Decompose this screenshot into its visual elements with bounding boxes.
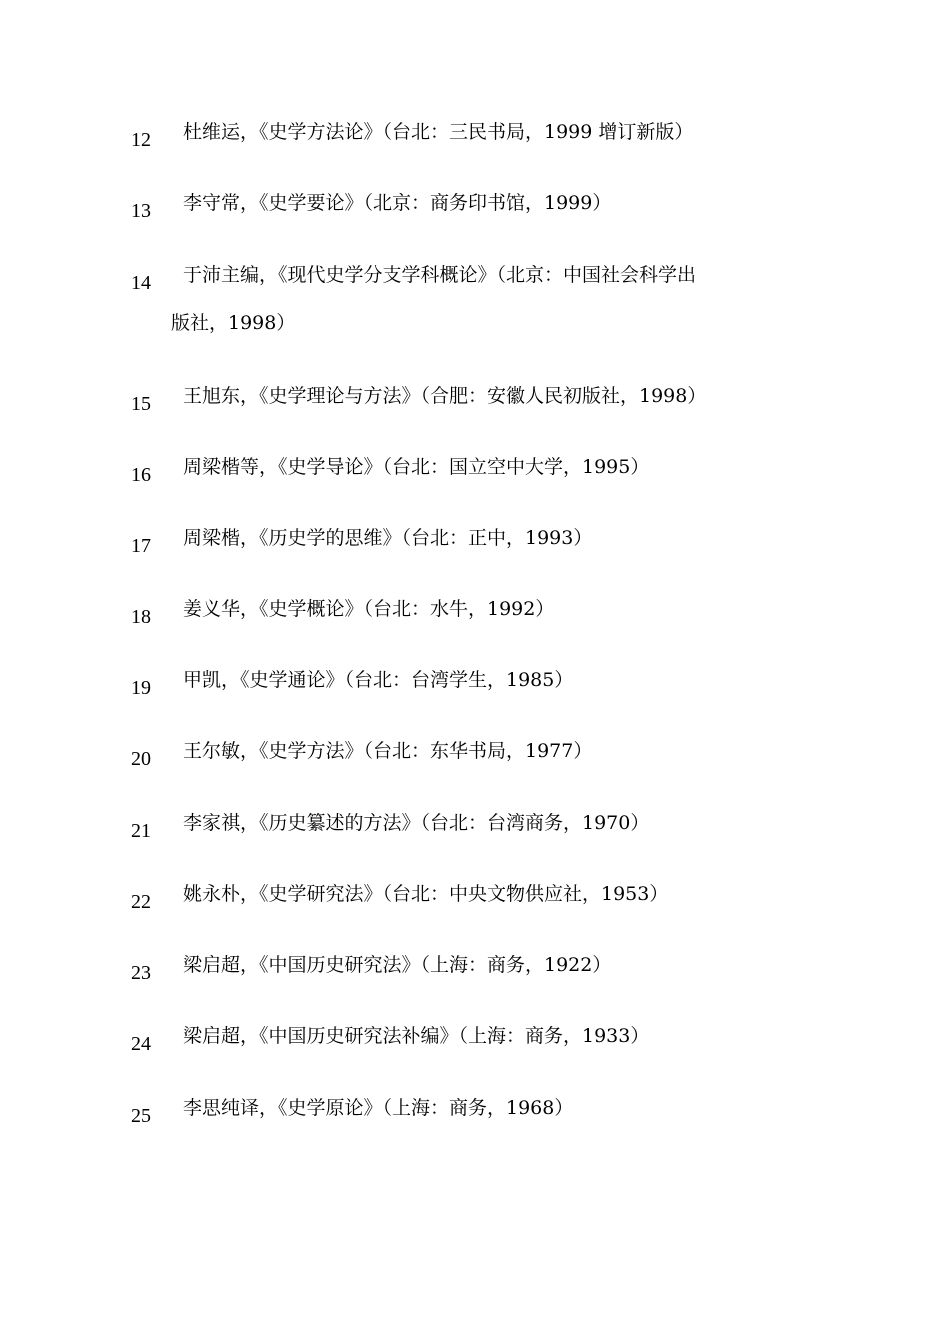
bibliography-entry-19 [0, 668, 950, 728]
bibliography-entry-22 [0, 882, 950, 942]
entry-text: 梁启超，《中国历史研究法》（上海：商务，1922） [183, 954, 612, 976]
entry-number: 22 [131, 891, 151, 913]
entry-text: 李守常，《史学要论》（北京：商务印书馆，1999） [183, 192, 612, 214]
entry-number: 17 [131, 535, 151, 557]
entry-text: 王旭东，《史学理论与方法》（合肥：安徽人民初版社，1998） [183, 385, 707, 407]
bibliography-entry-13 [0, 191, 950, 251]
entry-number: 21 [131, 820, 151, 842]
entry-number: 14 [131, 272, 151, 294]
entry-number: 24 [131, 1033, 151, 1055]
entry-number: 25 [131, 1105, 151, 1127]
bibliography-entry-20 [0, 739, 950, 799]
entry-number: 20 [131, 748, 151, 770]
bibliography-entry-12 [0, 120, 950, 180]
bibliography-entry-23 [0, 953, 950, 1013]
entry-number: 12 [131, 129, 151, 151]
entry-number: 23 [131, 962, 151, 984]
entry-text: 姜义华，《史学概论》（台北：水牛，1992） [183, 598, 555, 620]
entry-text: 周梁楷等，《史学导论》（台北：国立空中大学，1995） [183, 456, 650, 478]
entry-text: 杜维运，《史学方法论》（台北：三民书局，1999 增订新版） [183, 121, 694, 143]
entry-text-continuation: 版社，1998） [171, 312, 296, 334]
bibliography-entry-16 [0, 455, 950, 515]
entry-number: 19 [131, 677, 151, 699]
entry-text: 王尔敏，《史学方法》（台北：东华书局，1977） [183, 740, 593, 762]
entry-text: 姚永朴，《史学研究法》（台北：中央文物供应社，1953） [183, 883, 669, 905]
bibliography-entry-21 [0, 811, 950, 871]
entry-text: 李思纯译，《史学原论》（上海：商务，1968） [183, 1097, 574, 1119]
entry-text: 周梁楷，《历史学的思维》（台北：正中，1993） [183, 527, 593, 549]
entry-number: 13 [131, 200, 151, 222]
entry-number: 16 [131, 464, 151, 486]
entry-text: 甲凯，《史学通论》（台北：台湾学生，1985） [183, 669, 574, 691]
entry-text: 于沛主编，《现代史学分支学科概论》（北京：中国社会科学出 [183, 264, 697, 286]
bibliography-entry-17 [0, 526, 950, 586]
entry-number: 18 [131, 606, 151, 628]
bibliography-entry-25 [0, 1096, 950, 1156]
bibliography-entry-14 [0, 263, 950, 343]
entry-text: 梁启超，《中国历史研究法补编》（上海：商务，1933） [183, 1025, 650, 1047]
bibliography-entry-15 [0, 384, 950, 444]
entry-number: 15 [131, 393, 151, 415]
entry-text: 李家祺，《历史纂述的方法》（台北：台湾商务，1970） [183, 812, 650, 834]
bibliography-entry-18 [0, 597, 950, 657]
bibliography-entry-24 [0, 1024, 950, 1084]
